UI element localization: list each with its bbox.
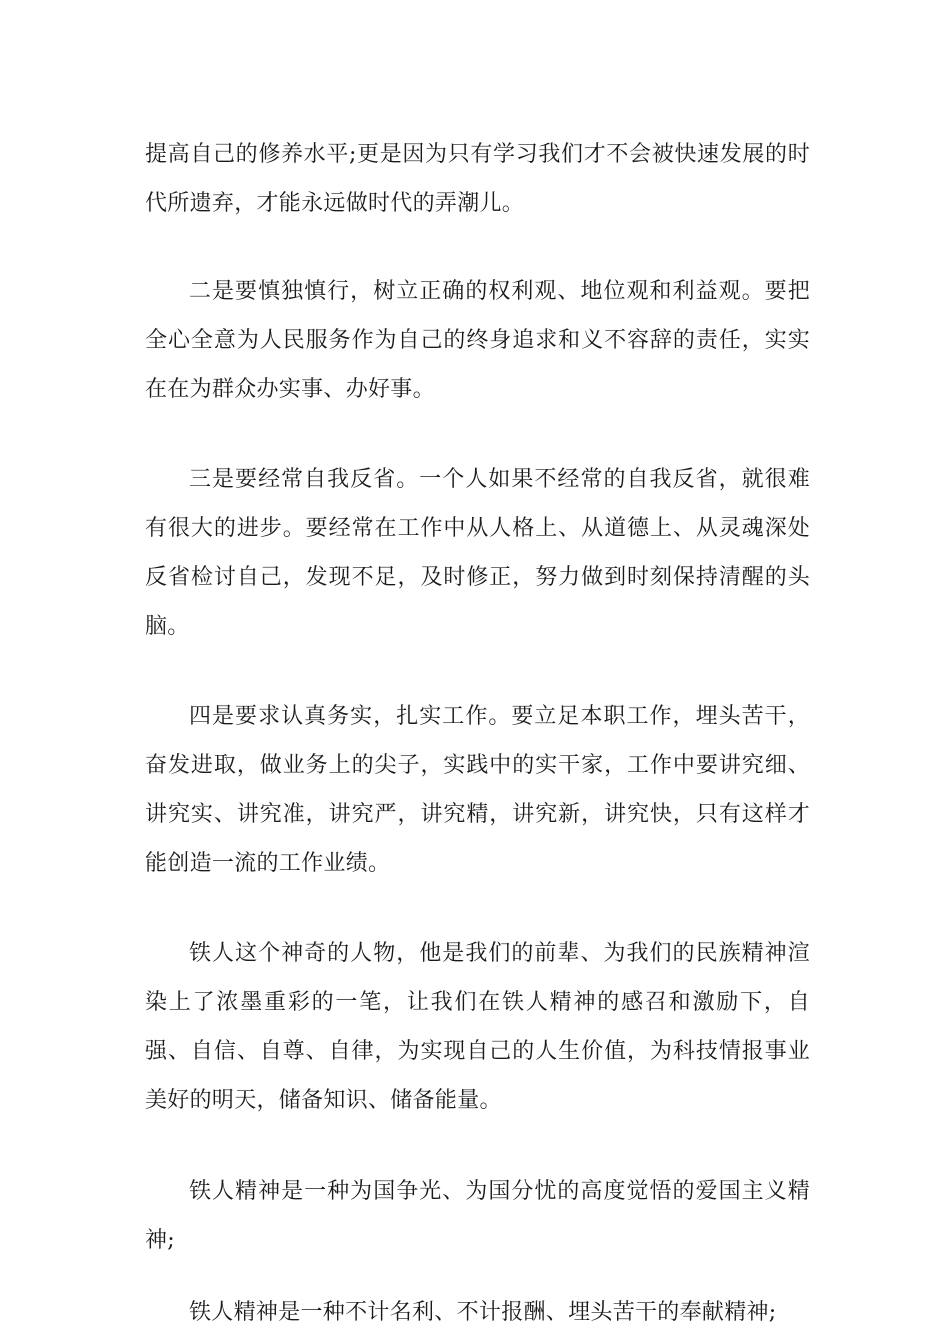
paragraph-5: 铁人这个神奇的人物，他是我们的前辈、为我们的民族精神渲染上了浓墨重彩的一笔，让我们在铁人精神的感召和激励下，自强、自信、自尊、自律，为实现自己的人生价值，为科技情报事业美好的明天，储备知识、储备能量。 — [145, 941, 810, 1113]
paragraph-3: 三是要经常自我反省。一个人如果不经常的自我反省，就很难有很大的进步。要经常在工作中从人格上、从道德上、从灵魂深处反省检讨自己，发现不足，及时修正，努力做到时刻保持清醒的头脑。 — [145, 467, 810, 639]
paragraph-2: 二是要慎独慎行，树立正确的权利观、地位观和利益观。要把全心全意为人民服务作为自己的终身追求和义不容辞的责任，实实在在为群众办实事、办好事。 — [145, 279, 810, 402]
document-body — [145, 130, 810, 1337]
paragraph-1: 提高自己的修养水平;更是因为只有学习我们才不会被快速发展的时代所遗弃，才能永远做时代的弄潮儿。 — [145, 142, 810, 216]
paragraph-4: 四是要求认真务实，扎实工作。要立足本职工作，埋头苦干，奋发进取，做业务上的尖子，实践中的实干家，工作中要讲究细、讲究实、讲究准，讲究严，讲究精，讲究新，讲究快，只有这样才能创造一流的工作业绩。 — [145, 704, 810, 876]
paragraph-7: 铁人精神是一种不计名利、不计报酬、埋头苦干的奉献精神; — [189, 1300, 777, 1325]
paragraph-6: 铁人精神是一种为国争光、为国分忧的高度觉悟的爱国主义精神; — [145, 1179, 810, 1253]
